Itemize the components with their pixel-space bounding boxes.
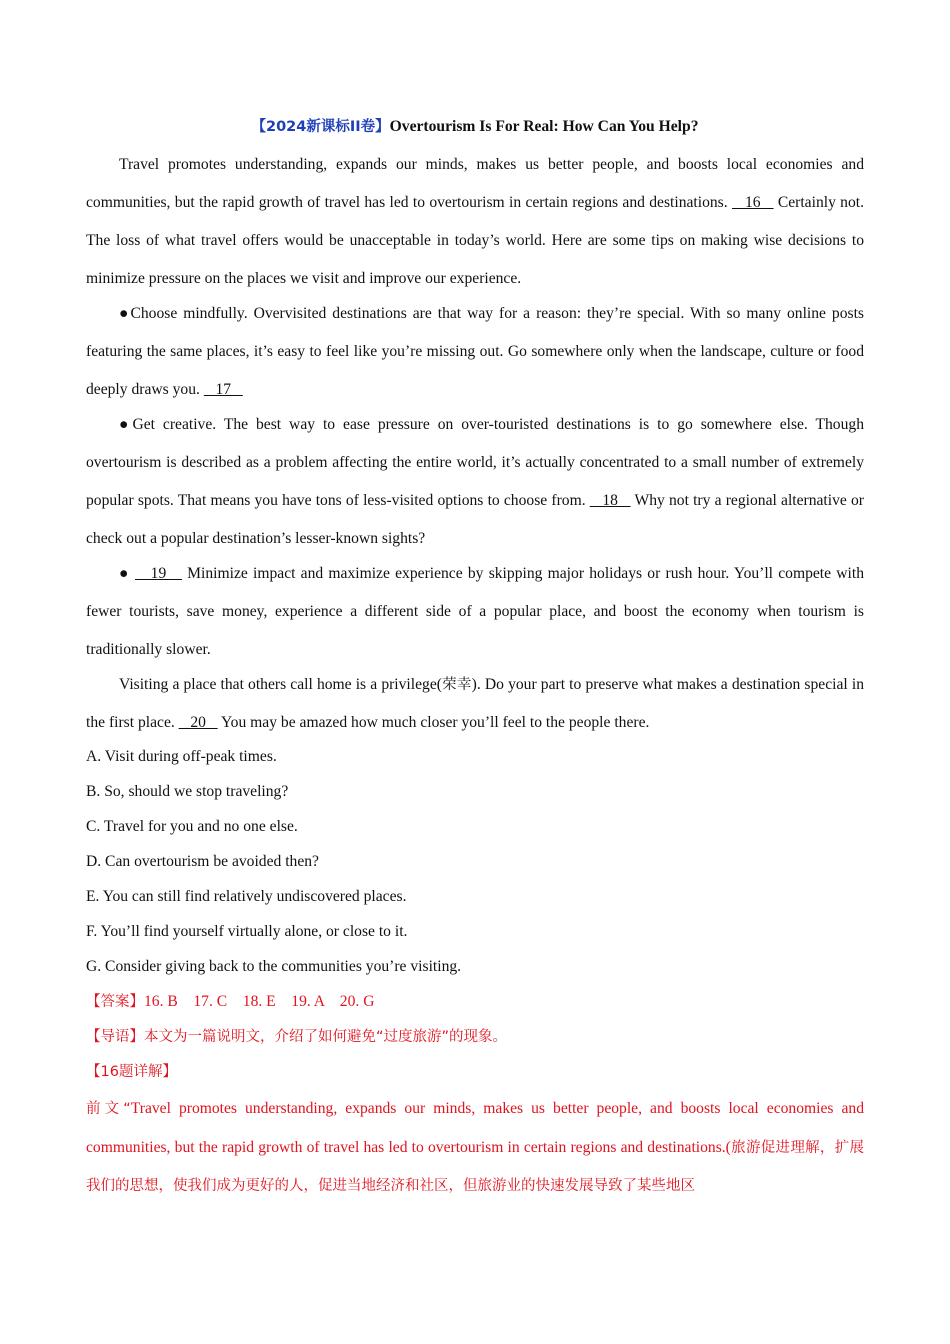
detail-quote: Travel promotes understanding, expands our minds, makes us better people, and boosts local economies and communities, but the rapid growth of travel has led to overtourism in certain regions and destinations.( [86,1100,865,1156]
exam-tag: 【2024新课标ⅠⅠ卷】 [251,119,390,135]
guide-line [86,1020,864,1055]
paragraph-5 [86,666,864,742]
answer-label: 【答案】 [86,994,144,1010]
detail-16-label: 【16题详解】 [86,1064,177,1080]
chinese-gloss: 荣幸 [441,677,472,693]
option-c: C. Travel for you and no one else. [86,818,298,835]
guide-text: 本文为一篇说明文，介绍了如何避免“过度旅游”的现象。 [144,1029,508,1045]
paragraph-text: Travel promotes understanding, expands our minds, makes us better people, and boosts local economies and communities, but the rapid growth of travel has led to overtourism in certain regions and destinations. [86,156,864,211]
option-b: B. So, should we stop traveling? [86,783,289,800]
paragraph-text: Visiting a place that others call home is a privilege( [119,676,442,693]
title-text: Overtourism Is For Real: How Can You Help? [389,118,699,135]
paragraph-text: Why not try a regional alternative or check out a popular destination’s lesser-known sights? [86,492,865,547]
blank-17: 17 [203,381,243,398]
paragraph-text: ). Do your part to preserve what makes a destination special in the first place. [86,676,864,731]
passage-title [86,112,864,142]
options-list [86,739,864,984]
blank-18: 18 [589,492,631,509]
paragraph-2 [86,295,864,409]
paragraph-1 [86,146,864,298]
detail-translation: 旅游促进理解，扩展我们的思想，使我们成为更好的人，促进当地经济和社区，但旅游业的快速发展导致了某些地区 [86,1139,864,1194]
blank-19: 19 [134,565,182,582]
blank-16: 16 [731,194,774,211]
option-f: F. You’ll find yourself virtually alone, or close to it. [86,923,408,940]
document-page [86,112,864,1206]
option-e: E. You can still find relatively undiscovered places. [86,888,407,905]
answer-line [86,984,864,1020]
detail-16-text [86,1090,864,1206]
option-d: D. Can overtourism be avoided then? [86,853,319,870]
paragraph-4 [86,555,864,669]
answer-text: 16. B 17. C 18. E 19. A 20. G [144,993,375,1010]
option-a: A. Visit during off-peak times. [86,748,277,765]
guide-label: 【导语】 [86,1029,144,1045]
option-g: G. Consider giving back to the communities you’re visiting. [86,958,462,975]
paragraph-text: Certainly not. The loss of what travel offers would be unacceptable in today’s world. Here are some tips on making wise decisions to minimize pressure on the places we visit and improve our experience. [86,194,865,287]
paragraph-3 [86,406,864,558]
paragraph-text: You may be amazed how much closer you’ll feel to the people there. [217,714,650,731]
bullet: ● [119,565,135,582]
blank-20: 20 [178,714,218,731]
paragraph-text: ●Choose mindfully. Overvisited destinations are that way for a reason: they’re special. With so many online posts featuring the same places, it’s easy to feel like you’re missing out. Go somewhere only when the landscape, culture or food deeply draws you. [86,305,864,398]
paragraph-text: ●Get creative. The best way to ease pressure on over-touristed destinations is to go somewhere else. Though overtourism is described as a problem affecting the entire world, it’s actually concentrated to a small number of extremely popular spots. That means you have tons of less-visited options to choose from. [86,416,864,509]
paragraph-text: Minimize impact and maximize experience by skipping major holidays or rush hour. You’ll compete with fewer tourists, save money, experience a different side of a popular place, and boost the economy when tourism is traditionally slower. [86,565,865,658]
detail-prefix: 前文“ [86,1101,131,1117]
